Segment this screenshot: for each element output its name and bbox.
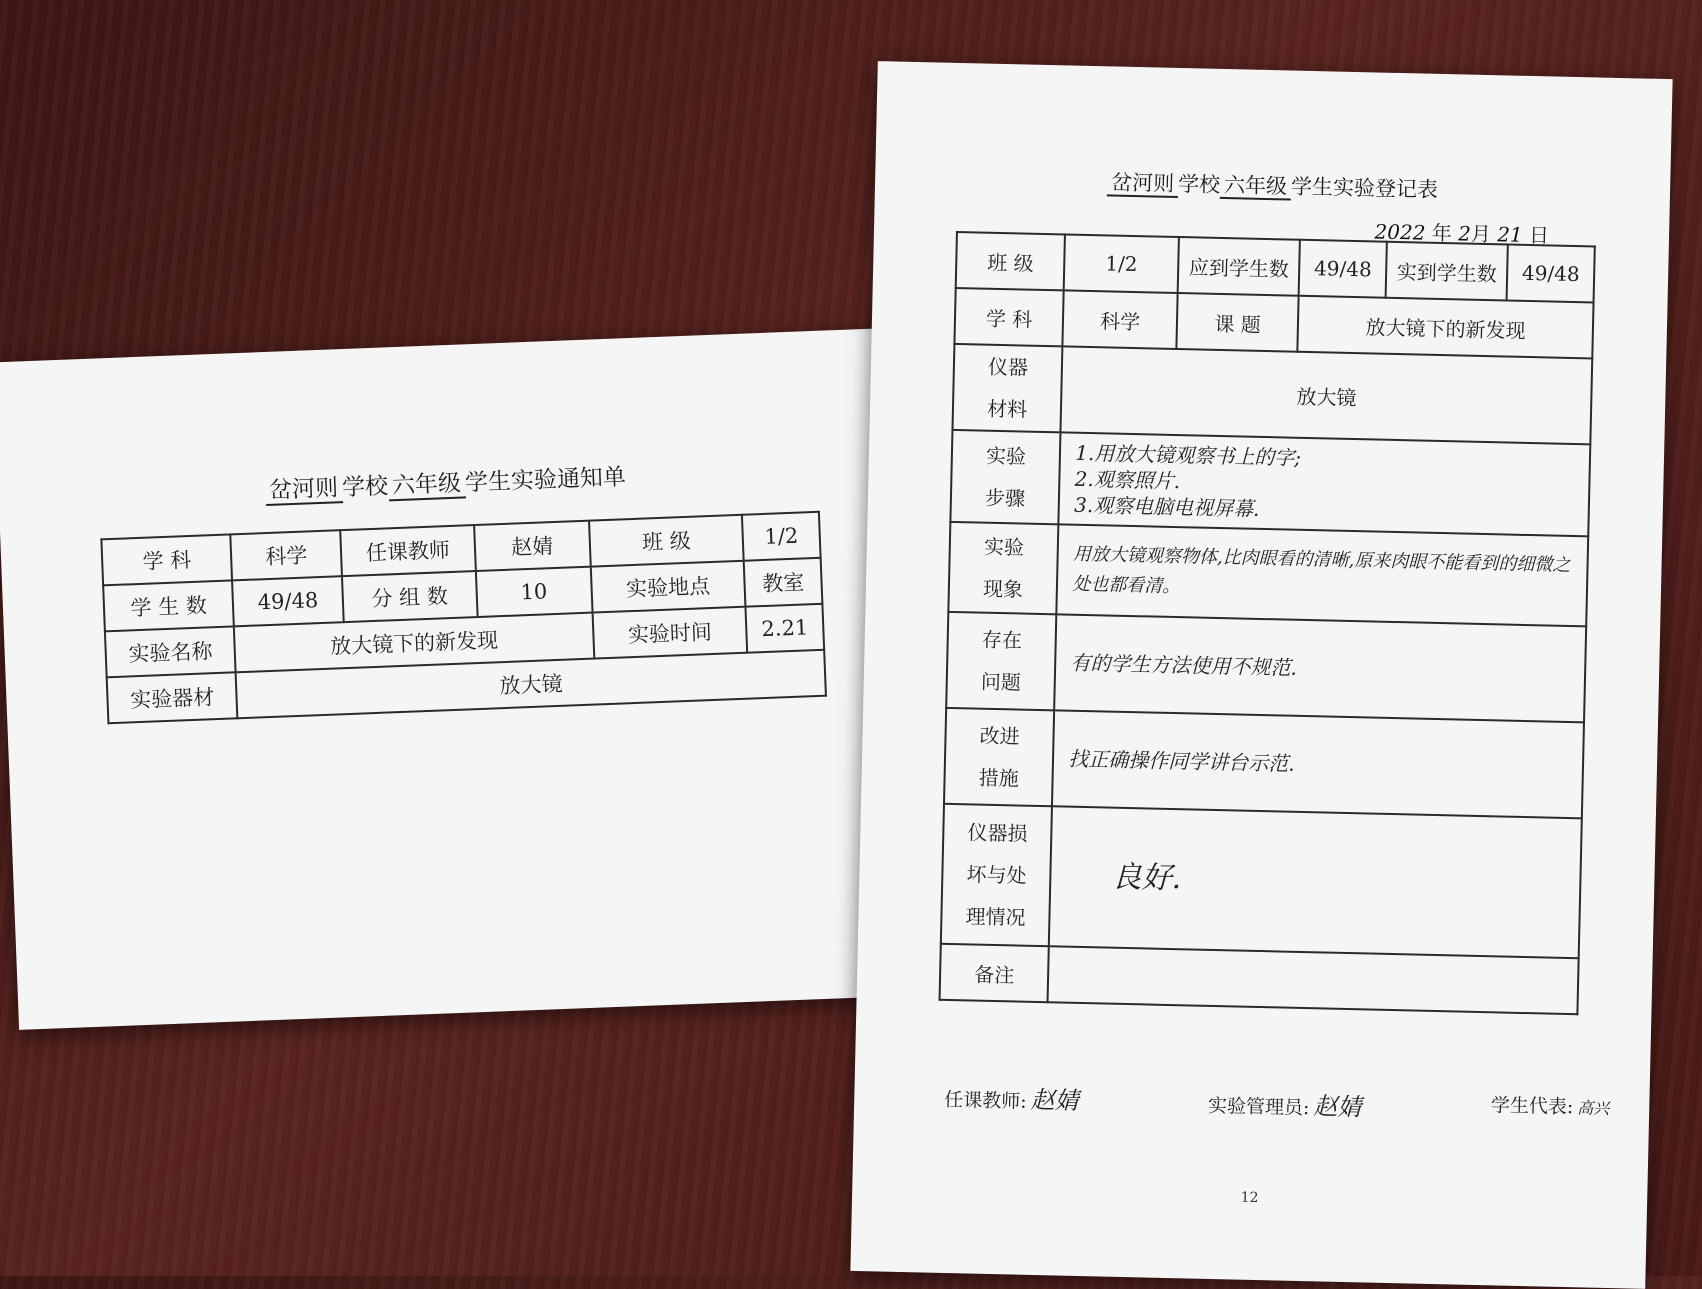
step-item: 2.观察照片. <box>1074 466 1181 494</box>
label-phenomenon-line1: 实验 <box>983 534 1025 560</box>
label-equipment: 实验器材 <box>107 672 238 723</box>
label-problem-line1: 存在 <box>981 627 1023 653</box>
label-groups: 分 组 数 <box>342 571 477 622</box>
label-phenomenon-line2: 现象 <box>982 576 1024 602</box>
label-location: 实验地点 <box>591 561 746 613</box>
teacher-signature-label: 任课教师: <box>944 1088 1027 1113</box>
register-grade: 六年级 <box>1220 173 1292 201</box>
value-experiment-name: 放大镜下的新发现 <box>234 613 594 673</box>
value-equipment: 放大镜 <box>236 650 826 719</box>
label-subject: 学 科 <box>101 534 232 585</box>
value-students: 49/48 <box>232 576 343 626</box>
label-expected: 应到学生数 <box>1178 237 1301 296</box>
signature-row <box>944 1078 1610 1128</box>
notice-grade: 六年级 <box>388 470 466 501</box>
student-rep-label: 学生代表: <box>1490 1094 1574 1119</box>
label-problem-line2: 问题 <box>980 669 1022 695</box>
admin-signature <box>1208 1084 1362 1122</box>
value-damage: 良好. <box>1049 806 1582 958</box>
value-topic: 放大镜下的新发现 <box>1298 296 1594 359</box>
date-day-char: 日 <box>1528 222 1550 248</box>
value-subject: 科学 <box>1063 290 1178 349</box>
date-month: 2 <box>1457 221 1472 246</box>
value-improve: 找正确操作同学讲台示范. <box>1052 710 1584 818</box>
value-expected: 49/48 <box>1299 240 1387 298</box>
label-improve <box>944 708 1054 806</box>
value-phenomenon: 用放大镜观察物体,比肉眼看的清晰,原来肉眼不能看到的细微之处也都看清。 <box>1057 524 1589 626</box>
admin-signature-value: 赵婧 <box>1313 1092 1362 1122</box>
value-remark <box>1048 946 1579 1014</box>
register-sheet <box>850 61 1672 1289</box>
label-teacher: 任课教师 <box>340 525 475 576</box>
value-actual: 49/48 <box>1507 244 1595 302</box>
label-damage-line1: 仪器损 <box>967 820 1028 846</box>
date-month-char: 月 <box>1470 221 1492 247</box>
register-table <box>939 231 1596 1015</box>
label-damage <box>941 804 1052 946</box>
value-class: 1/2 <box>742 512 820 561</box>
label-experiment-time: 实验时间 <box>592 607 747 659</box>
label-subject: 学 科 <box>954 288 1064 346</box>
teacher-signature-value: 赵婧 <box>1030 1085 1080 1115</box>
label-class: 班 级 <box>589 515 744 567</box>
label-steps-line1: 实验 <box>985 443 1027 469</box>
register-school: 岔河则 <box>1107 170 1179 198</box>
notice-sheet <box>0 328 912 1030</box>
label-students: 学 生 数 <box>103 580 234 631</box>
notice-school: 岔河则 <box>265 475 343 506</box>
label-remark: 备注 <box>940 944 1050 1002</box>
value-materials: 放大镜 <box>1061 346 1593 444</box>
value-groups: 10 <box>476 567 593 617</box>
student-rep-value: 高兴 <box>1577 1098 1610 1118</box>
label-improve-line2: 措施 <box>978 765 1020 791</box>
label-topic: 课 题 <box>1176 293 1299 352</box>
step-item: 1.用放大镜观察书上的字; <box>1075 440 1302 470</box>
date-year: 2022 <box>1374 219 1426 245</box>
value-problem: 有的学生方法使用不规范. <box>1054 614 1586 722</box>
value-location: 教室 <box>744 558 822 607</box>
register-school-suffix: 学校 <box>1177 171 1221 197</box>
student-rep-signature <box>1490 1090 1609 1128</box>
value-class: 1/2 <box>1064 234 1179 293</box>
label-improve-line1: 改进 <box>979 723 1020 749</box>
value-experiment-time: 2.21 <box>746 604 824 653</box>
value-subject: 科学 <box>231 530 342 580</box>
label-materials-line2: 材料 <box>986 396 1028 422</box>
label-problem <box>946 612 1056 710</box>
admin-signature-label: 实验管理员: <box>1207 1094 1310 1120</box>
label-steps-line2: 步骤 <box>984 485 1026 511</box>
notice-title <box>0 448 893 515</box>
value-steps <box>1059 432 1591 536</box>
label-materials <box>952 344 1062 432</box>
label-phenomenon <box>948 522 1058 614</box>
label-damage-line3: 理情况 <box>965 904 1026 930</box>
value-teacher: 赵婧 <box>474 521 591 571</box>
page-number: 12 <box>1240 1189 1259 1207</box>
label-materials-line1: 仪器 <box>987 354 1029 380</box>
teacher-signature <box>944 1078 1079 1116</box>
label-actual: 实到学生数 <box>1386 242 1509 301</box>
label-experiment-name: 实验名称 <box>105 626 236 677</box>
notice-table <box>100 511 827 725</box>
date-year-char: 年 <box>1431 220 1453 246</box>
notice-title-suffix: 学生实验通知单 <box>464 464 627 497</box>
label-damage-line2: 坏与处 <box>966 862 1027 888</box>
notice-school-suffix: 学校 <box>341 473 389 502</box>
label-class: 班 级 <box>956 232 1066 290</box>
date-day: 21 <box>1496 222 1523 247</box>
step-item: 3.观察电脑电视屏幕. <box>1073 492 1260 521</box>
label-steps <box>950 430 1060 524</box>
register-title-suffix: 学生实验登记表 <box>1290 174 1439 202</box>
register-title <box>875 161 1670 209</box>
